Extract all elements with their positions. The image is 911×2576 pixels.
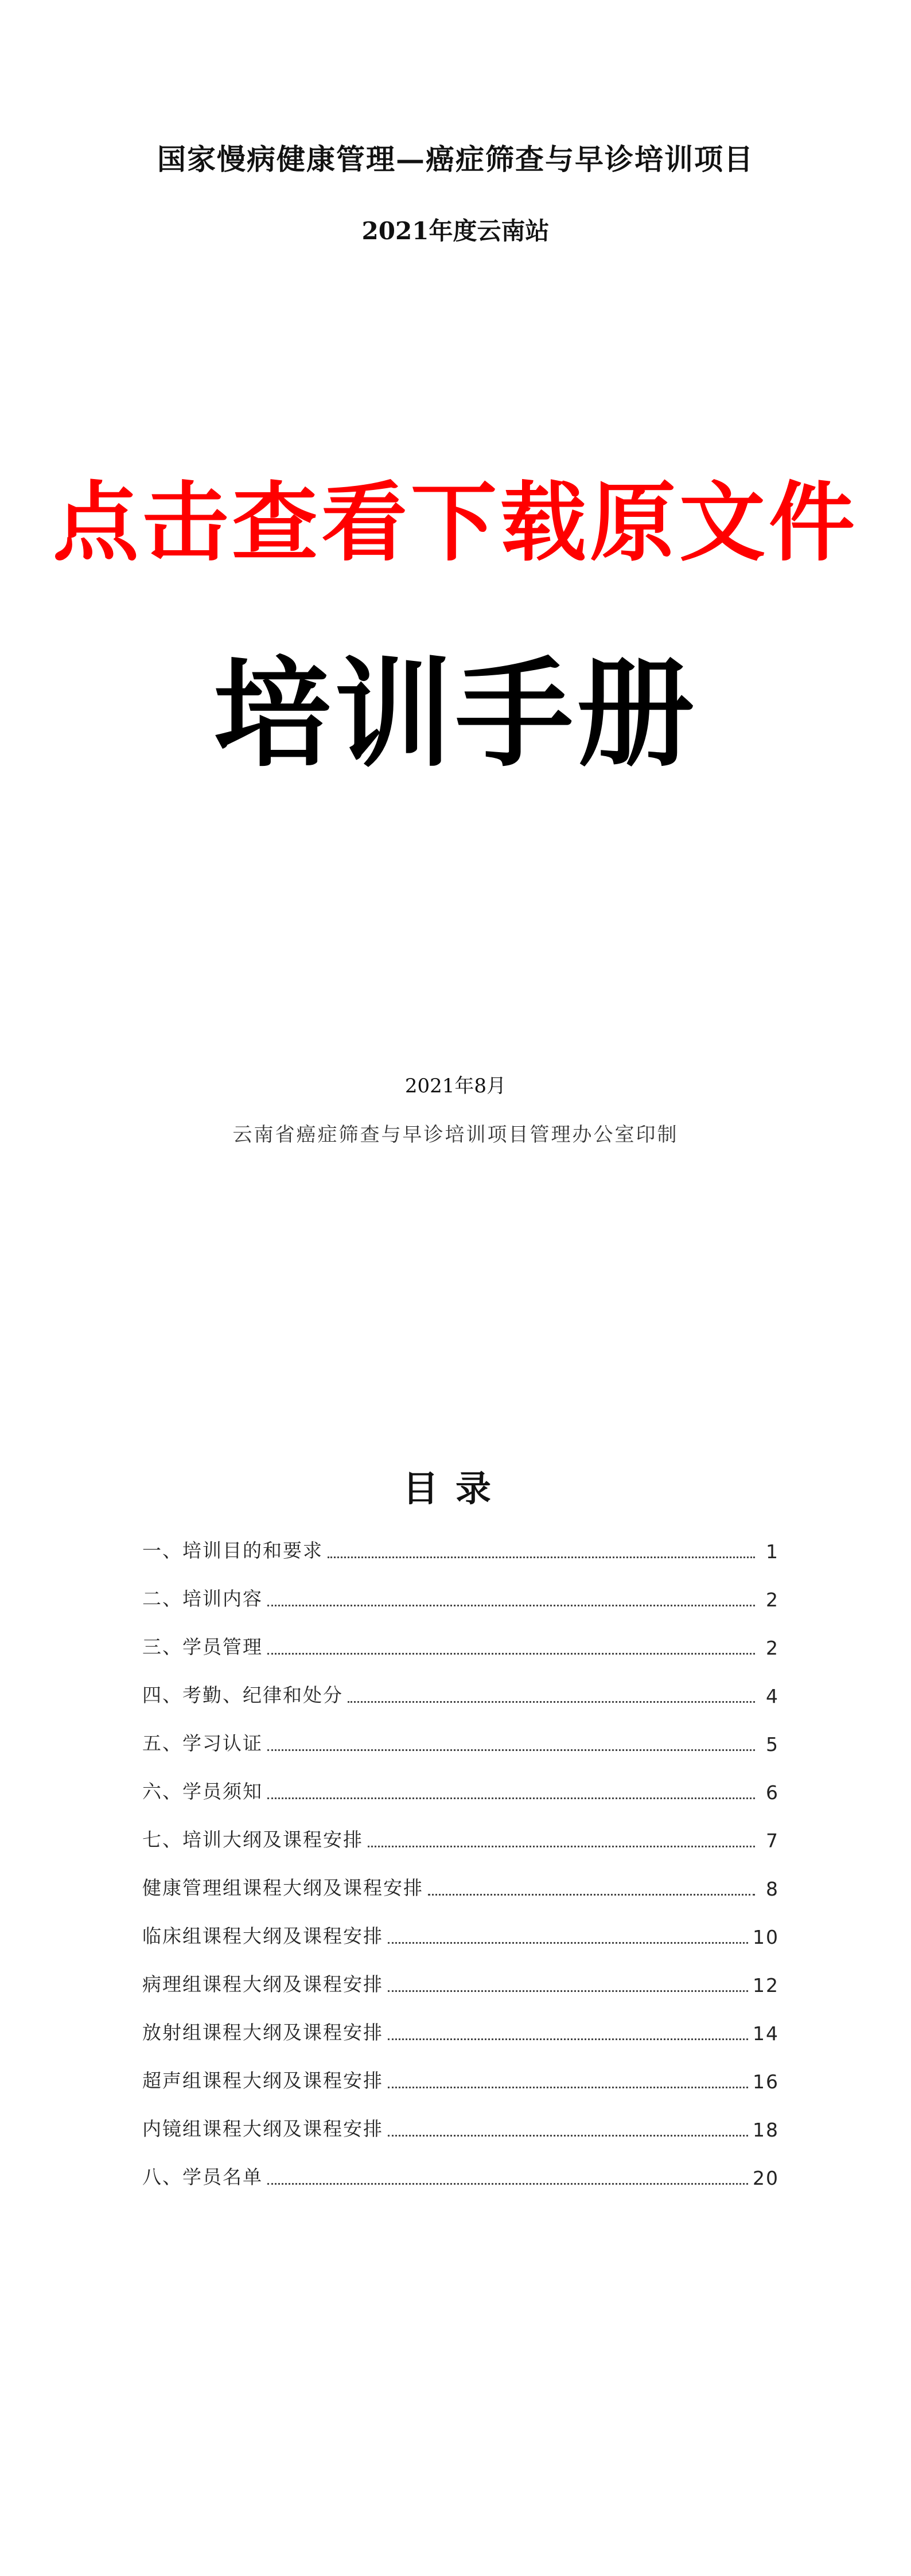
toc-item-page: 7 <box>766 1830 779 1852</box>
toc-item-page: 2 <box>766 1589 779 1611</box>
toc-heading: 目录 <box>402 1468 508 1509</box>
toc-item-page: 14 <box>753 2022 779 2045</box>
toc-leader <box>267 1749 755 1751</box>
toc-leader <box>267 1604 755 1606</box>
toc-item-page: 16 <box>753 2071 779 2093</box>
toc-item-label: 六、学员须知 <box>142 1780 263 1803</box>
toc-item-page: 20 <box>753 2167 779 2189</box>
toc-item-label: 二、培训内容 <box>142 1587 263 1610</box>
toc-item[interactable] <box>142 2141 779 2189</box>
toc-item-page: 6 <box>766 1781 779 1804</box>
project-title: 国家慢病健康管理—癌症筛查与早诊培训项目 <box>157 142 754 176</box>
toc-item-label: 放射组课程大纲及课程安排 <box>142 2021 383 2044</box>
toc-item-page: 10 <box>753 1926 779 1948</box>
toc-item-label: 病理组课程大纲及课程安排 <box>142 1973 383 1995</box>
toc-item[interactable] <box>142 1563 779 1611</box>
toc-item-label: 七、培训大纲及课程安排 <box>142 1828 363 1851</box>
toc-list <box>142 1515 779 2189</box>
toc-item-label: 四、考勤、纪律和处分 <box>142 1684 343 1706</box>
toc-item-label: 超声组课程大纲及课程安排 <box>142 2069 383 2092</box>
toc-item-label: 五、学习认证 <box>142 1732 263 1754</box>
toc-leader <box>428 1893 755 1896</box>
toc-item[interactable] <box>142 1707 779 1756</box>
toc-item-page: 12 <box>753 1974 779 1997</box>
toc-item-label: 三、学员管理 <box>142 1636 263 1658</box>
toc-item-page: 1 <box>766 1540 779 1563</box>
toc-leader <box>388 2038 748 2040</box>
toc-leader <box>388 1990 748 1992</box>
toc-item-page: 5 <box>766 1733 779 1756</box>
cover-publisher: 云南省癌症筛查与早诊培训项目管理办公室印制 <box>232 1123 679 1146</box>
toc-item[interactable] <box>142 1804 779 1852</box>
toc-item-page: 18 <box>753 2119 779 2141</box>
toc-item-label: 八、学员名单 <box>142 2166 263 2188</box>
toc-item[interactable] <box>142 2045 779 2093</box>
toc-leader <box>348 1701 755 1703</box>
toc-item-label: 临床组课程大纲及课程安排 <box>142 1925 383 1947</box>
download-original-link[interactable]: 点击查看下载原文件 <box>52 473 858 573</box>
toc-leader <box>388 2086 748 2088</box>
toc-leader <box>267 1797 755 1799</box>
toc-item[interactable] <box>142 1948 779 1997</box>
cover-date: 2021年8月 <box>404 1075 507 1098</box>
toc-leader <box>388 2134 748 2137</box>
toc-item-page: 2 <box>766 1637 779 1659</box>
toc-leader <box>368 1845 755 1847</box>
project-subtitle: 2021年度云南站 <box>361 217 550 245</box>
toc-leader <box>267 1652 755 1655</box>
handbook-title: 培训手册 <box>213 645 698 783</box>
toc-item-label: 内镜组课程大纲及课程安排 <box>142 2118 383 2140</box>
toc-item[interactable] <box>142 1515 779 1563</box>
table-of-contents-page <box>0 1406 911 2576</box>
toc-item-page: 4 <box>766 1685 779 1707</box>
toc-item-page: 8 <box>766 1878 779 1900</box>
toc-item[interactable] <box>142 1852 779 1900</box>
toc-item[interactable] <box>142 2093 779 2141</box>
toc-item-label: 一、培训目的和要求 <box>142 1539 323 1562</box>
toc-item[interactable] <box>142 1756 779 1804</box>
toc-item[interactable] <box>142 1997 779 2045</box>
toc-item[interactable] <box>142 1659 779 1707</box>
toc-leader <box>388 1941 748 1944</box>
toc-leader <box>267 2182 748 2185</box>
toc-leader <box>328 1556 755 1558</box>
toc-item[interactable] <box>142 1900 779 1948</box>
toc-item-label: 健康管理组课程大纲及课程安排 <box>142 1877 423 1899</box>
toc-item[interactable] <box>142 1611 779 1659</box>
